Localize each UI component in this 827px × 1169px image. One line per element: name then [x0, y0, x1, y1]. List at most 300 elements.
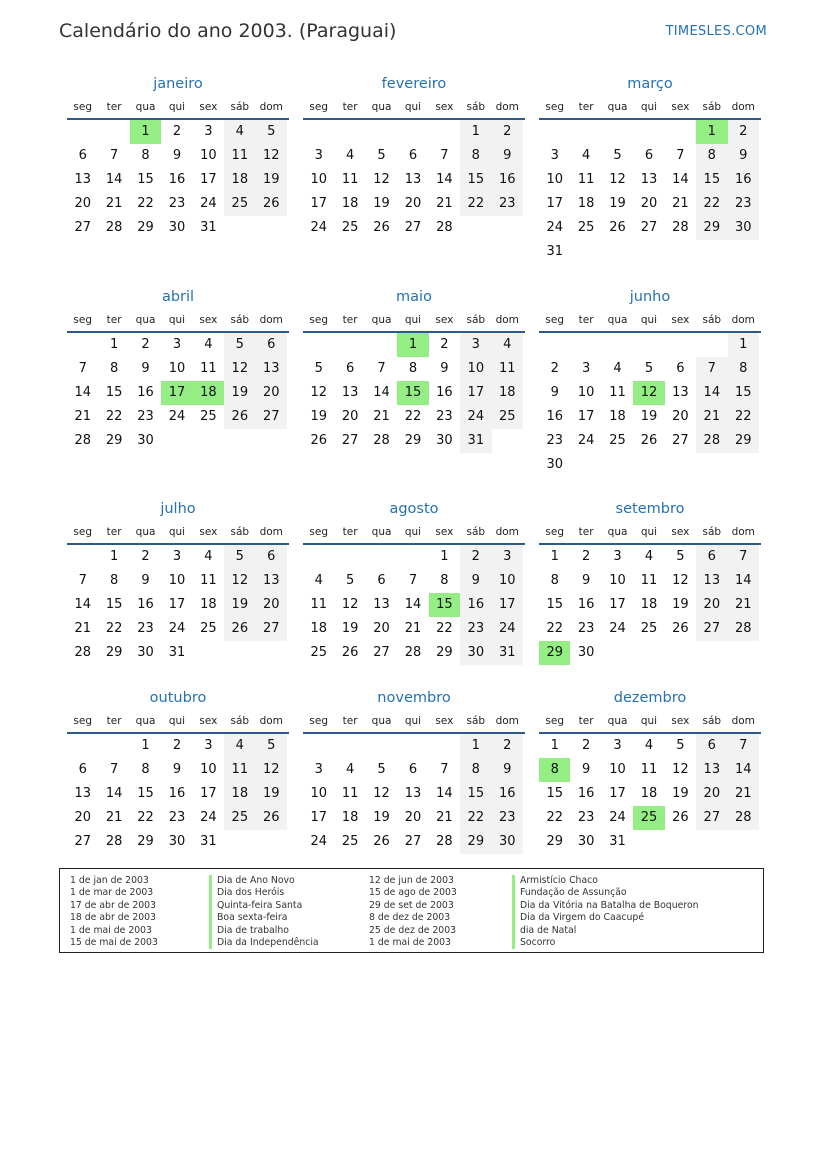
day-cell: 18 [224, 168, 255, 192]
day-cell: 20 [696, 782, 727, 806]
week-row [303, 429, 525, 453]
empty-day-cell [602, 641, 633, 665]
day-cell: 2 [492, 734, 523, 758]
day-cell: 13 [373, 597, 390, 612]
day-cell: 29 [105, 645, 123, 660]
weekday-label: seg [545, 715, 565, 727]
empty-day-cell [633, 453, 664, 477]
week-row [303, 405, 525, 429]
day-cell: 24 [200, 196, 217, 211]
empty-day-cell [633, 641, 664, 665]
day-cell: 5 [314, 361, 323, 376]
week-row [303, 782, 525, 806]
week-row [67, 830, 289, 854]
weekday-label: qui [168, 715, 186, 727]
empty-day-cell [492, 216, 523, 240]
weekday-label: qui [404, 314, 422, 326]
weekday-label: dom [259, 526, 283, 538]
weekday-label: ter [342, 101, 358, 113]
day-cell: 8 [550, 573, 559, 588]
legend-date: 1 de mai de 2003 [70, 924, 152, 936]
empty-day-cell [224, 641, 255, 665]
day-cell: 14 [696, 381, 727, 405]
weekday-header [303, 312, 525, 328]
week-row [303, 617, 525, 641]
day-cell: 23 [168, 196, 186, 211]
weekday-header [539, 713, 761, 729]
day-cell: 22 [460, 806, 491, 830]
empty-day-cell [696, 240, 727, 264]
month-name: fevereiro [381, 76, 447, 92]
day-cell: 27 [640, 220, 658, 235]
day-cell: 16 [728, 168, 759, 192]
day-cell: 11 [640, 573, 658, 588]
day-cell: 24 [460, 405, 491, 429]
week-row [539, 192, 761, 216]
day-cell: 29 [460, 830, 491, 854]
day-cell: 5 [613, 148, 622, 163]
legend-holiday-name: Boa sexta-feira [209, 912, 319, 924]
legend-holiday-name: Dia da Virgem do Caacupé [512, 912, 699, 924]
day-cell: 2 [581, 549, 591, 564]
weekday-label: ter [342, 314, 358, 326]
day-cell: 6 [377, 573, 386, 588]
day-cell: 10 [577, 385, 595, 400]
empty-day-cell [161, 429, 192, 453]
day-cell: 3 [613, 549, 622, 564]
empty-day-cell [67, 545, 98, 569]
day-cell: 12 [310, 385, 327, 400]
day-cell: 25 [224, 192, 255, 216]
day-cell: 11 [492, 357, 523, 381]
day-cell: 19 [256, 168, 287, 192]
day-cell: 24 [492, 617, 523, 641]
week-row [67, 120, 289, 144]
day-cell: 19 [373, 196, 390, 211]
day-cell: 21 [105, 810, 123, 825]
day-cell: 11 [341, 786, 359, 801]
day-cell: 21 [74, 409, 91, 424]
empty-day-cell [728, 830, 759, 854]
weekday-label: sáb [466, 715, 486, 727]
legend-date: 1 de mai de 2003 [369, 936, 451, 948]
day-cell: 22 [696, 192, 727, 216]
empty-day-cell [602, 240, 633, 264]
week-row [67, 593, 289, 617]
week-row [539, 545, 761, 569]
legend-holiday-name: Fundação de Assunção [512, 887, 699, 899]
day-cell: 1 [550, 549, 559, 564]
day-cell: 10 [200, 148, 217, 163]
day-cell: 18 [200, 597, 217, 612]
empty-day-cell [570, 333, 601, 357]
day-cell: 17 [609, 597, 626, 612]
day-cell: 17 [492, 593, 523, 617]
day-cell: 10 [492, 569, 523, 593]
day-cell: 16 [546, 409, 563, 424]
day-cell: 20 [640, 196, 658, 211]
month-dezembro [539, 688, 761, 854]
day-cell: 23 [137, 409, 154, 424]
day-cell: 22 [404, 409, 422, 424]
day-cell: 30 [728, 216, 759, 240]
day-cell: 27 [373, 645, 390, 660]
week-row [539, 216, 761, 240]
empty-day-cell [460, 216, 491, 240]
day-cell: 8 [728, 357, 759, 381]
day-cell: 17 [577, 409, 595, 424]
day-cell: 12 [256, 144, 287, 168]
day-cell: 3 [314, 762, 323, 777]
empty-day-cell [303, 120, 334, 144]
weekday-label: ter [342, 715, 358, 727]
day-cell: 6 [644, 148, 654, 163]
empty-day-cell [98, 120, 129, 144]
day-cell: 24 [168, 621, 186, 636]
holiday-day-cell: 17 [161, 381, 192, 405]
month-name: abril [161, 289, 195, 305]
day-cell: 24 [609, 810, 626, 825]
day-cell: 29 [105, 433, 123, 448]
week-row [539, 734, 761, 758]
day-cell: 1 [460, 734, 491, 758]
day-cell: 3 [204, 738, 213, 753]
week-row [539, 333, 761, 357]
day-cell: 6 [676, 361, 685, 376]
day-cell: 15 [460, 168, 491, 192]
day-cell: 9 [581, 573, 591, 588]
day-cell: 29 [728, 429, 759, 453]
day-cell: 30 [168, 220, 186, 235]
month-maio [303, 287, 525, 453]
day-cell: 12 [373, 786, 390, 801]
weekday-label: ter [578, 314, 594, 326]
day-cell: 25 [224, 806, 255, 830]
day-cell: 23 [436, 409, 453, 424]
day-cell: 18 [640, 786, 658, 801]
day-cell: 2 [581, 738, 591, 753]
day-cell: 9 [141, 361, 150, 376]
week-row [539, 144, 761, 168]
weekday-label: sex [435, 526, 454, 538]
empty-day-cell [570, 453, 601, 477]
day-cell: 16 [436, 385, 453, 400]
day-cell: 22 [105, 409, 123, 424]
day-cell: 21 [74, 621, 91, 636]
week-row [303, 144, 525, 168]
day-cell: 28 [436, 834, 453, 849]
day-cell: 16 [137, 385, 154, 400]
day-cell: 28 [105, 834, 123, 849]
page-title: Calendário do ano 2003. (Paraguai) [59, 20, 397, 42]
day-cell: 7 [728, 734, 759, 758]
weekday-label: sex [199, 101, 218, 113]
day-cell: 16 [577, 597, 595, 612]
week-row [303, 216, 525, 240]
day-cell: 13 [74, 786, 91, 801]
week-row [539, 641, 761, 665]
day-cell: 12 [672, 573, 689, 588]
weekday-header [539, 312, 761, 328]
day-cell: 31 [168, 645, 186, 660]
brand-link[interactable]: TIMESLES.COM [665, 24, 767, 39]
empty-day-cell [334, 734, 365, 758]
day-cell: 27 [404, 220, 422, 235]
week-row [303, 758, 525, 782]
week-row [67, 758, 289, 782]
day-cell: 1 [728, 333, 759, 357]
day-cell: 1 [109, 337, 119, 352]
day-cell: 27 [256, 405, 287, 429]
day-cell: 11 [310, 597, 327, 612]
weekday-label: qua [371, 314, 392, 326]
weekday-label: ter [106, 715, 122, 727]
weekday-label: sex [199, 715, 218, 727]
day-cell: 3 [314, 148, 323, 163]
day-cell: 24 [200, 810, 217, 825]
day-cell: 3 [172, 549, 182, 564]
empty-day-cell [67, 333, 98, 357]
day-cell: 22 [137, 810, 154, 825]
day-cell: 24 [577, 433, 595, 448]
day-cell: 26 [256, 806, 287, 830]
day-cell: 22 [460, 192, 491, 216]
weekday-label: sex [199, 526, 218, 538]
day-cell: 15 [546, 786, 563, 801]
day-cell: 30 [577, 645, 595, 660]
day-cell: 22 [105, 621, 123, 636]
day-cell: 23 [546, 433, 563, 448]
day-cell: 24 [168, 409, 186, 424]
day-cell: 7 [408, 573, 418, 588]
empty-day-cell [492, 429, 523, 453]
day-cell: 10 [310, 786, 327, 801]
week-row [67, 734, 289, 758]
day-cell: 15 [105, 597, 123, 612]
day-cell: 7 [109, 148, 119, 163]
weekday-label: seg [545, 526, 565, 538]
empty-day-cell [256, 830, 287, 854]
day-cell: 3 [492, 545, 523, 569]
weekday-label: qua [607, 101, 628, 113]
weekday-label: dom [731, 314, 755, 326]
week-row [67, 216, 289, 240]
day-cell: 26 [341, 645, 359, 660]
weekday-label: sáb [230, 101, 250, 113]
day-cell: 16 [577, 786, 595, 801]
day-cell: 25 [341, 834, 359, 849]
legend-date: 29 de set de 2003 [369, 899, 454, 911]
day-cell: 8 [141, 762, 150, 777]
day-cell: 11 [640, 762, 658, 777]
week-row [67, 192, 289, 216]
legend-holiday-name: Dia de trabalho [209, 925, 319, 937]
day-cell: 5 [224, 545, 255, 569]
month-abril [67, 287, 289, 453]
day-cell: 16 [492, 168, 523, 192]
day-cell: 25 [640, 621, 658, 636]
day-cell: 2 [460, 545, 491, 569]
weekday-label: dom [731, 715, 755, 727]
legend-dates-left [70, 875, 158, 949]
day-cell: 10 [168, 361, 186, 376]
day-cell: 6 [408, 762, 418, 777]
day-cell: 9 [172, 148, 182, 163]
holiday-day-cell: 15 [397, 381, 428, 405]
day-cell: 28 [105, 220, 123, 235]
week-row [303, 545, 525, 569]
day-cell: 20 [341, 409, 359, 424]
legend-holiday-name: Quinta-feira Santa [209, 900, 319, 912]
empty-day-cell [570, 120, 601, 144]
holiday-day-cell: 18 [193, 381, 224, 405]
day-cell: 25 [200, 621, 217, 636]
day-cell: 31 [492, 641, 523, 665]
day-cell: 21 [105, 196, 123, 211]
holiday-day-cell: 1 [397, 333, 428, 357]
day-cell: 31 [460, 429, 491, 453]
day-cell: 4 [204, 337, 213, 352]
weekday-label: sáb [702, 314, 722, 326]
day-cell: 15 [137, 786, 154, 801]
day-cell: 2 [440, 337, 449, 352]
day-cell: 3 [581, 361, 591, 376]
day-cell: 4 [581, 148, 591, 163]
day-cell: 25 [200, 409, 217, 424]
day-cell: 23 [577, 621, 595, 636]
day-cell: 26 [640, 433, 658, 448]
empty-day-cell [665, 240, 696, 264]
empty-day-cell [602, 120, 633, 144]
empty-day-cell [334, 545, 365, 569]
week-row [303, 120, 525, 144]
month-name: setembro [615, 501, 685, 517]
day-cell: 10 [609, 762, 626, 777]
day-cell: 9 [141, 573, 150, 588]
day-cell: 28 [672, 220, 689, 235]
weekday-label: sáb [230, 526, 250, 538]
day-cell: 23 [492, 806, 523, 830]
weekday-label: qui [404, 715, 422, 727]
day-cell: 30 [137, 645, 154, 660]
day-cell: 4 [492, 333, 523, 357]
day-cell: 18 [640, 597, 658, 612]
day-cell: 13 [672, 385, 689, 400]
empty-day-cell [602, 453, 633, 477]
day-cell: 16 [492, 782, 523, 806]
day-cell: 7 [676, 148, 685, 163]
weekday-label: ter [578, 526, 594, 538]
month-janeiro [67, 74, 289, 240]
day-cell: 14 [404, 597, 422, 612]
week-row [67, 782, 289, 806]
day-cell: 3 [550, 148, 559, 163]
empty-day-cell [665, 120, 696, 144]
day-cell: 21 [373, 409, 390, 424]
day-cell: 7 [78, 573, 87, 588]
day-cell: 30 [137, 433, 154, 448]
day-cell: 21 [696, 405, 727, 429]
weekday-label: qui [168, 101, 186, 113]
weekday-label: qua [135, 526, 156, 538]
day-cell: 12 [256, 758, 287, 782]
week-row [539, 453, 761, 477]
day-cell: 4 [224, 120, 255, 144]
day-cell: 4 [345, 148, 355, 163]
day-cell: 20 [672, 409, 689, 424]
day-cell: 5 [377, 148, 386, 163]
day-cell: 8 [408, 361, 418, 376]
empty-day-cell [633, 120, 664, 144]
week-row [539, 357, 761, 381]
month-agosto [303, 499, 525, 665]
day-cell: 18 [341, 196, 359, 211]
day-cell: 14 [436, 786, 453, 801]
day-cell: 19 [256, 782, 287, 806]
day-cell: 16 [137, 597, 154, 612]
legend-holiday-name: Dia de Ano Novo [209, 875, 319, 887]
day-cell: 9 [492, 144, 523, 168]
day-cell: 6 [696, 545, 727, 569]
day-cell: 14 [74, 597, 91, 612]
day-cell: 12 [609, 172, 626, 187]
month-setembro [539, 499, 761, 665]
empty-day-cell [67, 734, 98, 758]
day-cell: 28 [728, 806, 759, 830]
legend-holiday-name: Dia dos Heróis [209, 887, 319, 899]
week-row [539, 168, 761, 192]
day-cell: 8 [460, 144, 491, 168]
day-cell: 28 [436, 220, 453, 235]
day-cell: 19 [310, 409, 327, 424]
day-cell: 8 [109, 573, 119, 588]
weekday-label: qui [168, 526, 186, 538]
day-cell: 17 [460, 381, 491, 405]
day-cell: 4 [644, 549, 654, 564]
day-cell: 6 [78, 148, 87, 163]
day-cell: 7 [696, 357, 727, 381]
legend-names-left [209, 875, 319, 949]
holiday-day-cell: 25 [633, 806, 664, 830]
empty-day-cell [633, 240, 664, 264]
day-cell: 5 [224, 333, 255, 357]
day-cell: 13 [404, 172, 422, 187]
empty-day-cell [193, 641, 224, 665]
weekday-header [303, 713, 525, 729]
day-cell: 20 [373, 621, 390, 636]
day-cell: 11 [200, 361, 217, 376]
day-cell: 23 [728, 192, 759, 216]
weekday-label: qui [640, 101, 658, 113]
day-cell: 29 [696, 216, 727, 240]
week-row [303, 569, 525, 593]
empty-day-cell [334, 120, 365, 144]
day-cell: 5 [676, 549, 685, 564]
empty-day-cell [696, 830, 727, 854]
day-cell: 24 [310, 834, 327, 849]
day-cell: 23 [137, 621, 154, 636]
day-cell: 30 [546, 457, 563, 472]
day-cell: 12 [672, 762, 689, 777]
day-cell: 15 [696, 168, 727, 192]
day-cell: 23 [577, 810, 595, 825]
day-cell: 6 [78, 762, 87, 777]
day-cell: 26 [672, 810, 689, 825]
holiday-day-cell: 1 [696, 120, 727, 144]
day-cell: 11 [341, 172, 359, 187]
day-cell: 13 [256, 357, 287, 381]
weekday-label: seg [309, 314, 329, 326]
